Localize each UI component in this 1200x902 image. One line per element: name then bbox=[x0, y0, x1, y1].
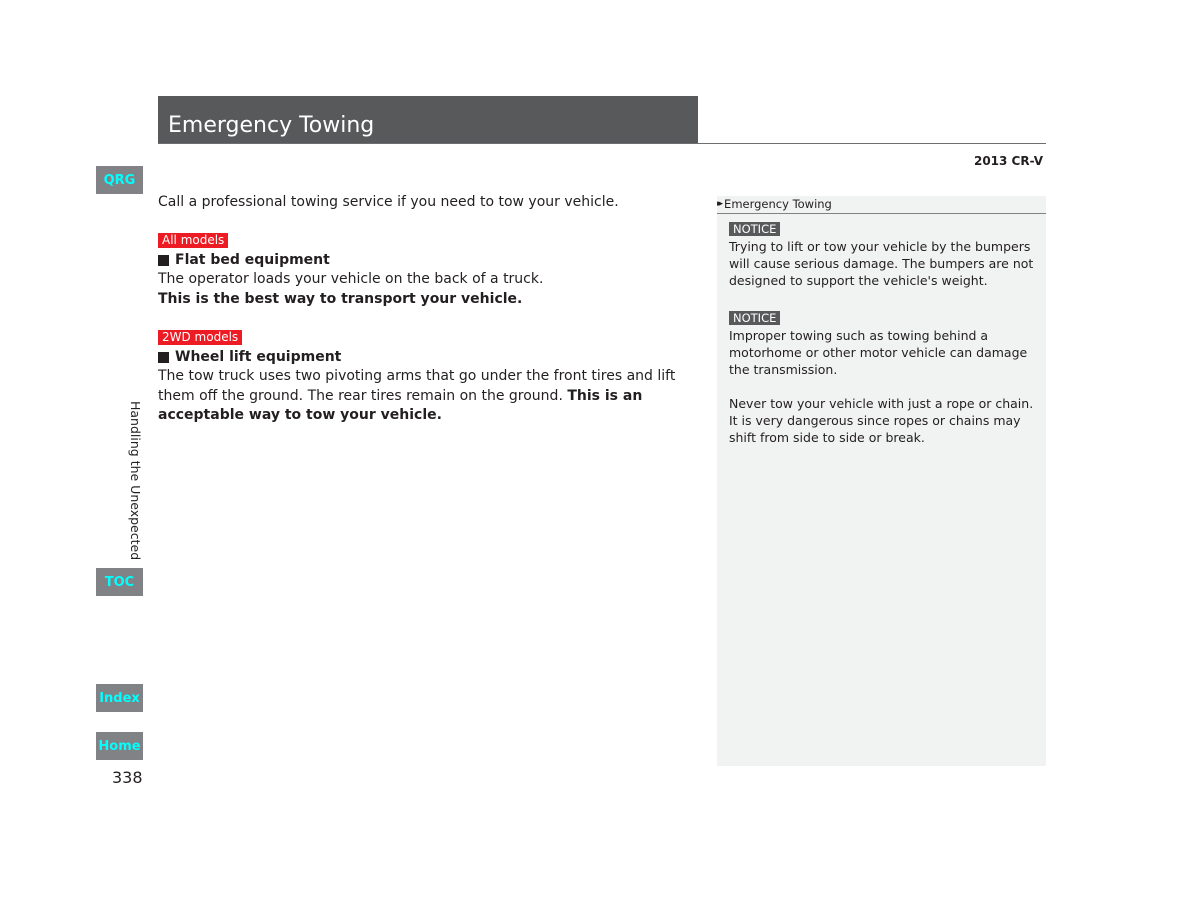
wheel-lift-emphasis: This is an acceptable way to tow your vehicle. bbox=[158, 387, 643, 423]
rope-warning-line1: Never tow your vehicle with just a rope or chain. bbox=[729, 396, 1034, 411]
page-title: Emergency Towing bbox=[168, 113, 375, 138]
section-heading-wheel-lift bbox=[158, 348, 341, 366]
flat-bed-emphasis: This is the best way to transport your vehicle. bbox=[158, 290, 523, 307]
page-number: 338 bbox=[112, 768, 143, 787]
notice-badge: NOTICE bbox=[729, 311, 780, 325]
model-tag-2wd: 2WD models bbox=[158, 330, 242, 345]
section-heading-flat-bed bbox=[158, 251, 330, 269]
model-tag-all: All models bbox=[158, 233, 228, 248]
wheel-lift-description bbox=[158, 367, 703, 426]
flat-bed-description bbox=[158, 270, 703, 309]
notice-text: Trying to lift or tow your vehicle by the bumpers will cause serious damage. The bumpers are not designed to support the vehicle's weight. bbox=[729, 239, 1034, 288]
toc-button[interactable]: TOC bbox=[96, 568, 143, 596]
square-bullet-icon bbox=[158, 255, 169, 266]
notice-badge: NOTICE bbox=[729, 222, 780, 236]
side-panel-heading bbox=[717, 196, 1046, 214]
section-heading-text: Wheel lift equipment bbox=[175, 349, 342, 365]
wheel-lift-text: The tow truck uses two pivoting arms that go under the front tires and lift them off the ground. The rear tires remain on the ground. bbox=[158, 368, 676, 404]
side-panel-title: Emergency Towing bbox=[724, 197, 832, 211]
page-title-bar bbox=[158, 96, 698, 144]
intro-text: Call a professional towing service if you need to tow your vehicle. bbox=[158, 194, 619, 210]
flat-bed-text: The operator loads your vehicle on the back of a truck. bbox=[158, 271, 544, 287]
qrg-button[interactable]: QRG bbox=[96, 166, 143, 194]
square-bullet-icon bbox=[158, 352, 169, 363]
home-button[interactable]: Home bbox=[96, 732, 143, 760]
notice-text: Improper towing such as towing behind a motorhome or other motor vehicle can damage the transmission. bbox=[729, 328, 1028, 377]
rope-warning-line2: It is very dangerous since ropes or chains may shift from side to side or break. bbox=[729, 413, 1021, 445]
side-note-panel bbox=[717, 196, 1046, 766]
section-heading-text: Flat bed equipment bbox=[175, 252, 330, 268]
header-divider bbox=[158, 143, 1046, 144]
double-chevron-icon: ▸▸ bbox=[717, 199, 721, 209]
chapter-label: Handling the Unexpected bbox=[128, 401, 143, 561]
model-year-label: 2013 CR-V bbox=[973, 154, 1043, 168]
index-button[interactable]: Index bbox=[96, 684, 143, 712]
